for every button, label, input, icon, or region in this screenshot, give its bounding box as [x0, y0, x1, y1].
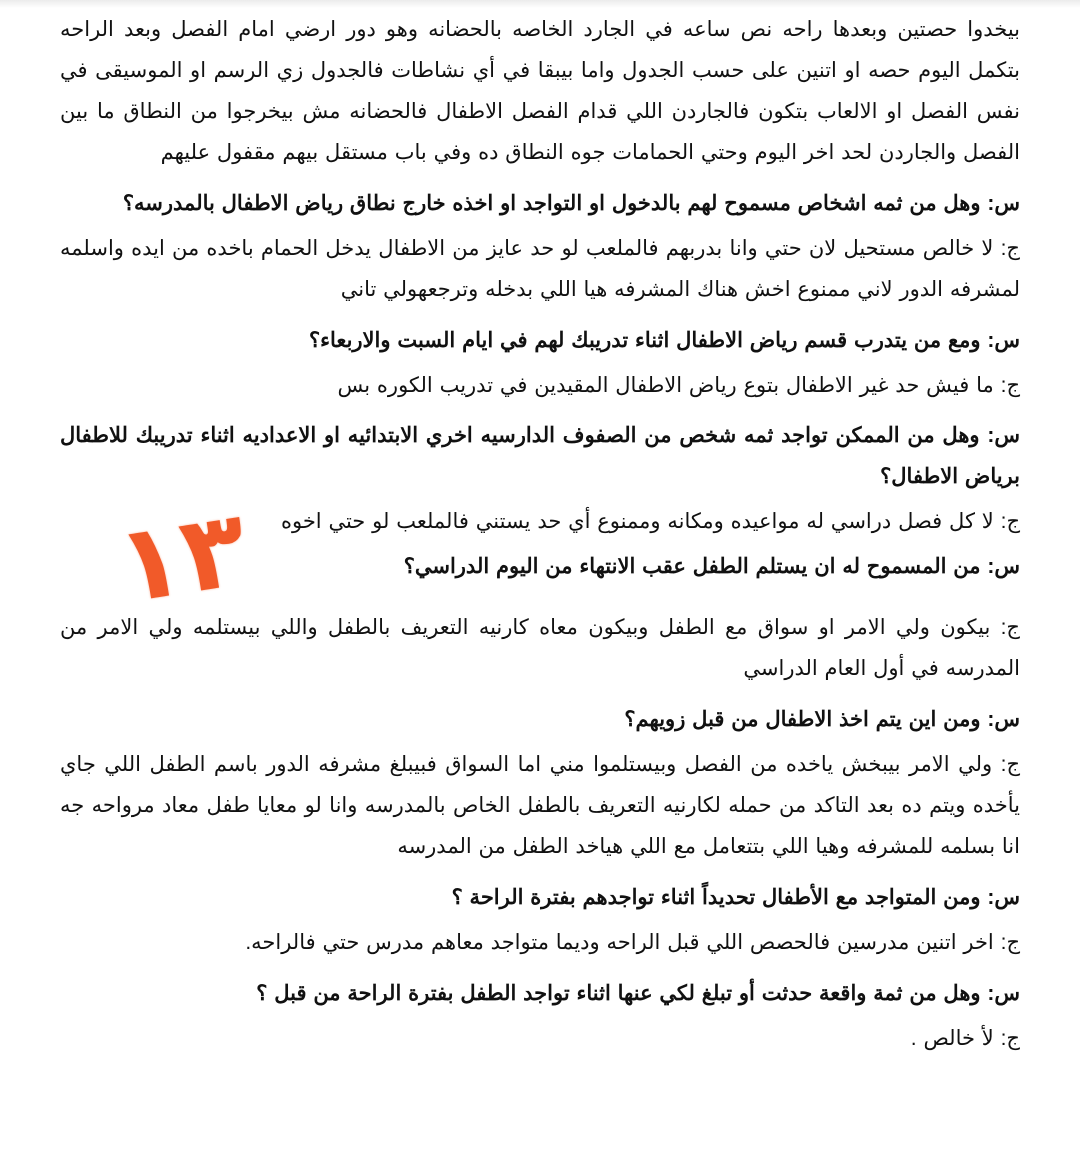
question-6: س: ومن المتواجد مع الأطفال تحديداً اثناء تواجدهم بفترة الراحة ؟: [451, 885, 1020, 909]
spacer: [60, 592, 1020, 608]
question-4: س: من المسموح له ان يستلم الطفل عقب الانتهاء من اليوم الدراسي؟: [403, 555, 1020, 579]
answer-3: ج: لا كل فصل دراسي له مواعيده ومكانه وممنوع أي حد يستني فالملعب لو حتي اخوه: [280, 510, 1020, 534]
question-7: س: وهل من ثمة واقعة حدثت أو تبلغ لكي عنها اثناء تواجد الطفل بفترة الراحة من قبل ؟: [256, 981, 1020, 1005]
answer-1: ج: لا خالص مستحيل لان حتي وانا بدربهم فالملعب لو حد عايز من الاطفال يدخل الحمام باخده من ايده واسلمه لمشرفه الدور لاني ممنوع اخش هناك المشرفه هيا اللي بدخله وترجعهولي تاني: [60, 236, 1020, 301]
question-5: س: ومن اين يتم اخذ الاطفال من قبل زويهم؟: [624, 708, 1020, 732]
question-2: س: ومع من يتدرب قسم رياض الاطفال اثناء تدريبك لهم في ايام السبت والاربعاء؟: [309, 328, 1020, 352]
question-1: س: وهل من ثمه اشخاص مسموح لهم بالدخول او التواجد او اخذه خارج نطاق رياض الاطفال بالمدرسه؟: [122, 191, 1020, 215]
answer-5: ج: ولي الامر بيبخش ياخده من الفصل وبيستلموا مني اما السواق فبيبلغ مشرفه الدور باسم الطفل اللي جاي يأخده ويتم ده بعد التاكد من حمله لكارنيه التعريف بالطفل الخاص بالمدرسه وانا لو معايا طفل معاد مرواحه جه انا بسلمه للمشرفه وهيا اللي بتتعامل مع اللي هياخد الطفل من المدرسه: [60, 753, 1021, 858]
page-top-edge: [0, 0, 1080, 8]
paragraph-intro: بيخدوا حصتين وبعدها راحه نص ساعه في الجارد الخاصه بالحضانه وهو دور ارضي امام الفصل وبعد الراحه بتكمل اليوم حصه او اتنين على حسب الجدول واما بيبقا في أي نشاطات فالجدول زي الرسم او الموسيقى في نفس الفصل او الالعاب بتكون فالجاردن اللي قدام الفصل الاطفال فالحضانه مش بيخرجوا من النطاق ما بين الفصل والجاردن لحد اخر اليوم وحتي الحمامات جوه النطاق ده وفي باب مستقل بيهم مقفول عليهم: [60, 18, 1020, 164]
page-number-stamp: ١٣: [109, 486, 255, 628]
answer-6: ج: اخر اتنين مدرسين فالحصص اللي قبل الراحه وديما متواجد معاهم مدرس حتي فالراحه.: [245, 930, 1020, 954]
answer-4: ج: بيكون ولي الامر او سواق مع الطفل وبيكون معاه كارنيه التعريف بالطفل واللي بيستلمه ولي الامر من المدرسه في أول العام الدراسي: [60, 616, 1020, 681]
answer-7: ج: لأ خالص .: [910, 1026, 1020, 1050]
answer-2: ج: ما فيش حد غير الاطفال بتوع رياض الاطفال المقيدين في تدريب الكوره بس: [337, 373, 1020, 397]
question-3: س: وهل من الممكن تواجد ثمه شخص من الصفوف الدارسيه اخري الابتدائيه او الاعداديه اثناء تدريبك للاطفال برياض الاطفال؟: [60, 424, 1020, 489]
